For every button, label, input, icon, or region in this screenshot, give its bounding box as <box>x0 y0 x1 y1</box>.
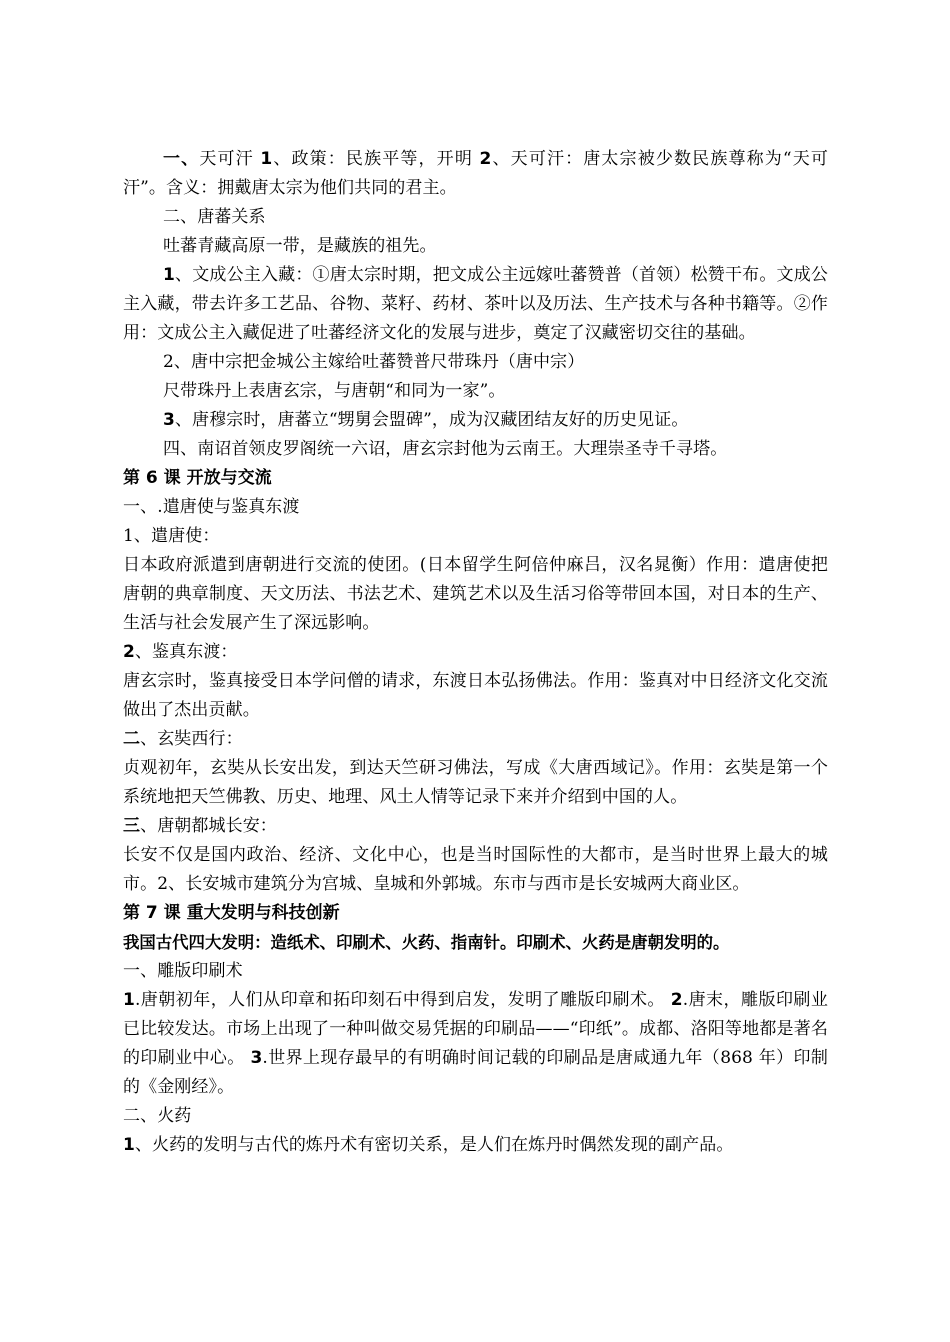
paragraph-nanzhao: 四、南诏首领皮罗阁统一六诏，唐玄宗封他为云南王。大理崇圣寺千寻塔。 <box>163 439 728 459</box>
paragraph-gunpowder <box>123 1131 828 1160</box>
paragraph-text: 、文成公主入藏：①唐太宗时期，把文成公主远嫁吐蕃赞普（首领）松赞干布。文成公主入藏，带去许多工艺品、谷物、菜籽、药材、茶叶以及历法、生产技术与各种书籍等。②作用：文成公主入藏促进了吐蕃经济文化的发展与进步，奠定了汉藏密切交往的基础。 <box>123 265 828 343</box>
document-page <box>123 145 828 1160</box>
section-number: 三 <box>123 816 141 836</box>
paragraph-jincheng: 2、唐中宗把金城公主嫁给吐蕃赞普尺带珠丹（唐中宗） <box>163 352 585 372</box>
item-number: 2 <box>123 642 135 662</box>
paragraph-printing <box>123 986 828 1102</box>
paragraph-text: .唐末，雕版印刷业已比较发达。市场上出现了一种叫做交易凭据的印刷品——“印纸”。成都、洛阳等地都是著名的印刷业中心。 <box>123 990 828 1068</box>
paragraph-text: 、唐朝都城长安： <box>140 816 277 836</box>
paragraph-envoys: 日本政府派遣到唐朝进行交流的使团。(日本留学生阿倍仲麻吕，汉名晁衡）作用：遣唐使把唐朝的典章制度、天文历法、书法艺术、建筑艺术以及生活习俗等带回本国，对日本的生产、生活与社会发展产生了深远影响。 <box>123 555 828 633</box>
section-title-envoys: 一、.遣唐使与鉴真东渡 <box>123 497 300 517</box>
paragraph-text: 、政策：民族平等，开明 <box>272 149 480 169</box>
section-number: 二 <box>123 729 141 749</box>
item-number: 2 <box>479 149 492 169</box>
paragraph-text: 、鉴真东渡： <box>134 642 238 662</box>
paragraph-text: 、天可汗：唐太宗被少数民族尊称为“天可汗”。含义：拥戴唐太宗为他们共同的君主。 <box>123 149 829 198</box>
paragraph-wencheng <box>123 261 828 348</box>
subsection-envoys: 1、遣唐使： <box>123 526 220 546</box>
paragraph-jianzhen: 唐玄宗时，鉴真接受日本学问僧的请求，东渡日本弘扬佛法。作用：鉴真对中日经济文化交流做出了杰出贡献。 <box>123 671 828 720</box>
item-number: 3 <box>163 410 175 430</box>
lesson-6-title: 第 6 课 开放与交流 <box>123 468 272 488</box>
section-title-xuanzang <box>123 725 828 754</box>
section-title-changan <box>123 812 828 841</box>
paragraph-text: 、玄奘西行： <box>140 729 243 749</box>
paragraph-text: 天可汗 <box>199 149 261 169</box>
paragraph-text: 、唐穆宗时，唐蕃立“甥舅会盟碑”，成为汉藏团结友好的历史见证。 <box>174 410 689 430</box>
section-title-tang-tibet: 二、唐蕃关系 <box>163 207 266 227</box>
paragraph-huimeng <box>123 406 828 435</box>
paragraph-changan: 长安不仅是国内政治、经济、文化中心，也是当时国际性的大都市，是当时世界上最大的城市。2、长安城市建筑分为宫城、皇城和外郭城。东市与西市是长安城两大商业区。 <box>123 845 828 894</box>
paragraph-tian-ke-han <box>123 145 828 203</box>
item-number: 1 <box>260 149 273 169</box>
paragraph-tubo: 吐蕃青藏高原一带，是藏族的祖先。 <box>163 236 437 256</box>
four-inventions-summary: 我国古代四大发明：造纸术、印刷术、火药、指南针。印刷术、火药是唐朝发明的。 <box>123 933 730 952</box>
item-number: 1 <box>163 265 175 285</box>
item-number: 2 <box>670 990 683 1010</box>
paragraph-text: .世界上现存最早的有明确时间记载的印刷品是唐咸通九年（868 年）印制的《金刚经》。 <box>123 1048 828 1097</box>
item-number: 3 <box>250 1048 263 1068</box>
paragraph-text: 、火药的发明与古代的炼丹术有密切关系，是人们在炼丹时偶然发现的副产品。 <box>134 1135 734 1155</box>
paragraph-chidai: 尺带珠丹上表唐玄宗，与唐朝“和同为一家”。 <box>163 381 506 401</box>
paragraph-text: .唐朝初年，人们从印章和拓印刻石中得到启发，发明了雕版印刷术。 <box>134 990 671 1010</box>
item-number: 1 <box>123 1135 135 1155</box>
section-title-gunpowder: 二、火药 <box>123 1106 192 1126</box>
paragraph-xuanzang: 贞观初年，玄奘从长安出发，到达天竺研习佛法，写成《大唐西域记》。作用：玄奘是第一个系统地把天竺佛教、历史、地理、风土人情等记录下来并介绍到中国的人。 <box>123 758 828 807</box>
subsection-jianzhen <box>123 638 828 667</box>
item-number: 1 <box>123 990 135 1010</box>
section-title-printing: 一、雕版印刷术 <box>123 961 243 981</box>
section-number: 一、 <box>163 149 200 169</box>
lesson-7-title: 第 7 课 重大发明与科技创新 <box>123 903 340 923</box>
